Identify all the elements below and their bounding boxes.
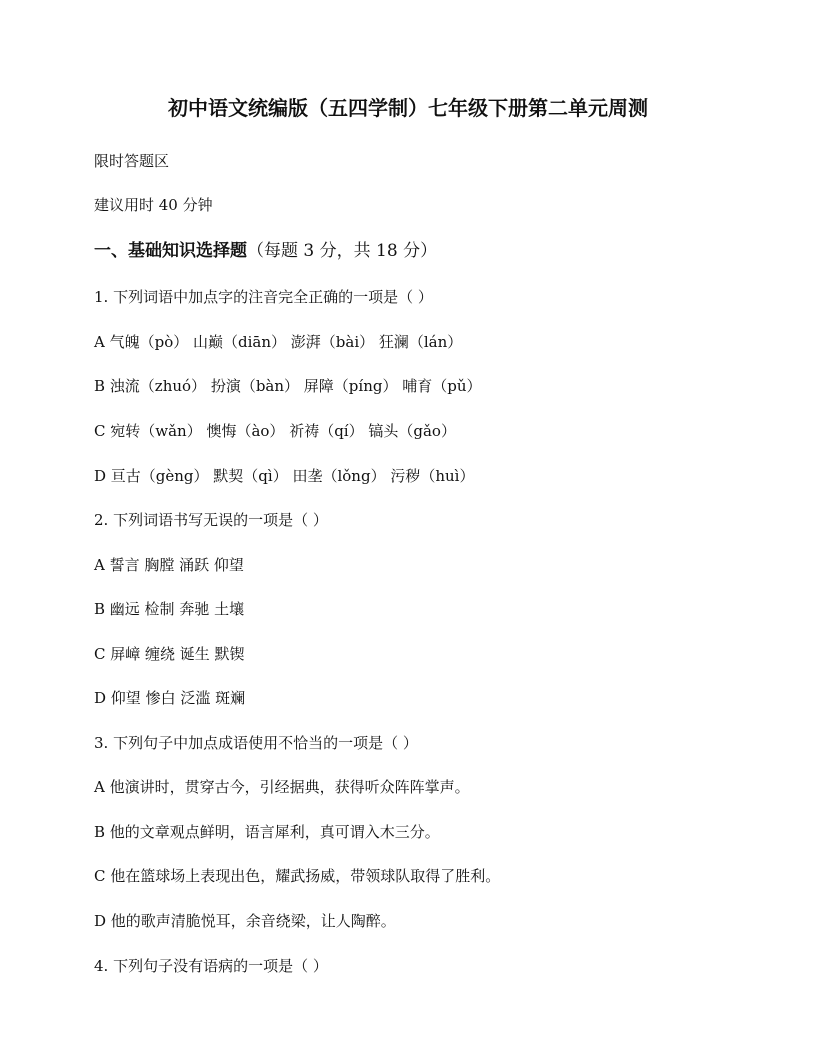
answer-zone-label: 限时答题区 — [94, 152, 170, 170]
question-3-option-a: A 他演讲时，贯穿古今，引经据典，获得听众阵阵掌声。 — [94, 778, 470, 796]
page-title: 初中语文统编版（五四学制）七年级下册第二单元周测 — [168, 96, 648, 120]
question-1-option-b: B 浊流（zhuó） 扮演（bàn） 屏障（píng） 哺育（pǔ） — [94, 377, 482, 395]
question-2-option-a: A 誓言 胸膛 涌跃 仰望 — [94, 556, 244, 574]
question-3-option-d: D 他的歌声清脆悦耳，余音绕梁，让人陶醉。 — [94, 912, 396, 930]
suggested-time-label: 建议用时 40 分钟 — [94, 196, 213, 214]
question-2-stem: 2. 下列词语书写无误的一项是（ ） — [94, 511, 328, 529]
question-1-option-a: A 气魄（pò） 山巅（diān） 澎湃（bài） 狂澜（lán） — [94, 333, 463, 351]
section-heading — [94, 239, 437, 263]
question-1-option-d: D 亘古（gèng） 默契（qì） 田垄（lǒng） 污秽（huì） — [94, 467, 475, 485]
question-3-option-b: B 他的文章观点鲜明，语言犀利，真可谓入木三分。 — [94, 823, 440, 841]
question-2-option-d: D 仰望 惨白 泛滥 斑斓 — [94, 689, 246, 707]
question-4-stem: 4. 下列句子没有语病的一项是（ ） — [94, 957, 328, 975]
section-score-note: （每题 3 分，共 18 分） — [247, 241, 438, 261]
section-title: 一、基础知识选择题 — [94, 241, 247, 261]
question-1-option-c: C 宛转（wǎn） 懊悔（ào） 祈祷（qí） 镐头（gǎo） — [94, 422, 456, 440]
question-1-stem: 1. 下列词语中加点字的注音完全正确的一项是（ ） — [94, 288, 433, 306]
question-2-option-b: B 幽远 检制 奔驰 土壤 — [94, 600, 245, 618]
question-2-option-c: C 屏嶂 缠绕 诞生 默锲 — [94, 645, 245, 663]
question-3-option-c: C 他在篮球场上表现出色，耀武扬威，带领球队取得了胜利。 — [94, 867, 501, 885]
question-3-stem: 3. 下列句子中加点成语使用不恰当的一项是（ ） — [94, 734, 418, 752]
